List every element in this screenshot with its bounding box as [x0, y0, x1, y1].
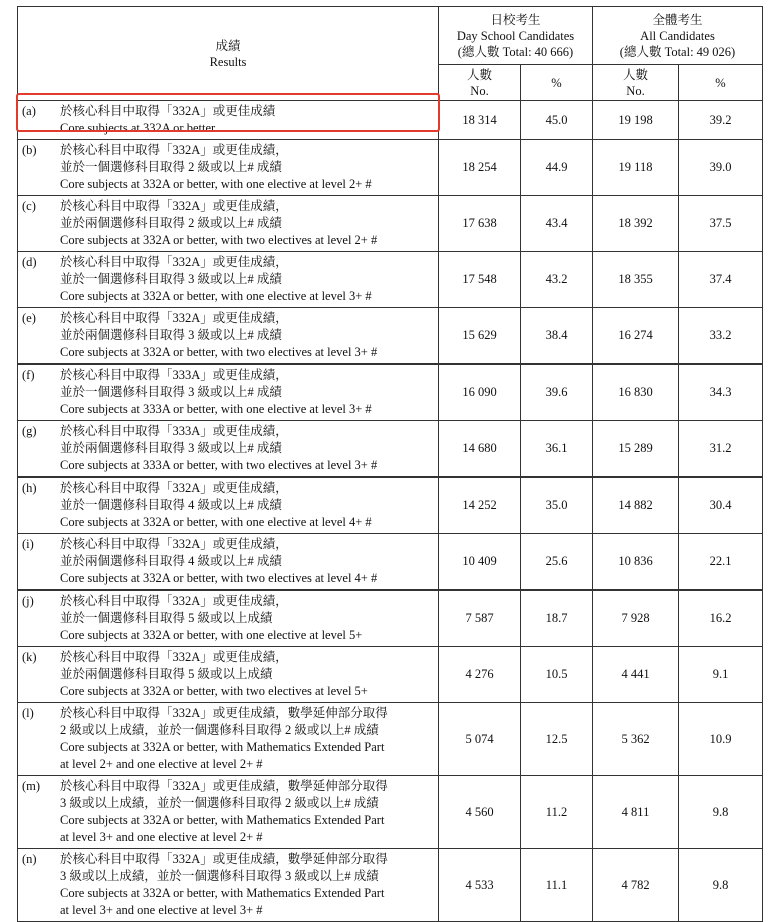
table-row	[18, 534, 763, 591]
description-line: 3 級或以上成績，並於一個選修科目取得 3 級或以上# 成績	[60, 869, 379, 883]
description-line: 2 級或以上成績，並於一個選修科目取得 2 級或以上# 成績	[60, 723, 379, 737]
description-line: 並於一個選修科目取得 2 級或以上# 成績	[60, 160, 282, 174]
description-line: Core subjects at 332A or better, with two electives at level 3+ #	[60, 345, 378, 359]
day-school-header-en: Day School Candidates	[456, 28, 575, 43]
day-count: 4 560	[439, 776, 521, 849]
day-count: 16 090	[439, 364, 521, 421]
description-line: 並於兩個選修科目取得 5 級或以上成績	[60, 667, 273, 681]
all-percent: 37.4	[679, 252, 763, 308]
all-percent: 30.4	[679, 477, 763, 534]
description-line: 並於兩個選修科目取得 4 級或以上# 成績	[60, 554, 282, 568]
day-percent: 38.4	[521, 308, 593, 365]
day-pct-label: %	[551, 75, 562, 90]
description-line: 並於一個選修科目取得 5 級或以上成績	[60, 611, 273, 625]
all-count: 19 198	[593, 101, 679, 140]
day-no-header-zh: 人數	[466, 67, 492, 82]
day-percent: 11.2	[521, 776, 593, 849]
description-line: Core subjects at 333A or better, with two electives at level 3+ #	[60, 458, 378, 472]
table-row	[18, 590, 763, 647]
all-percent: 34.3	[679, 364, 763, 421]
row-label: (e)	[22, 311, 36, 325]
all-no-header-en: No.	[626, 83, 645, 98]
all-percent: 39.0	[679, 140, 763, 196]
description-line: Core subjects at 332A or better, with Mathematics Extended Part	[60, 813, 385, 827]
day-count: 10 409	[439, 534, 521, 591]
result-description	[18, 776, 439, 849]
result-description	[18, 647, 439, 703]
all-percent: 9.8	[679, 849, 763, 922]
day-percent: 43.4	[521, 196, 593, 252]
description-line: Core subjects at 332A or better, with two electives at level 2+ #	[60, 233, 378, 247]
results-table	[17, 6, 763, 922]
description-line: 於核心科目中取得「332A」或更佳成績，	[60, 481, 288, 495]
all-candidates-total: (總人數 Total: 49 026)	[619, 44, 736, 59]
description-line: at level 3+ and one elective at level 3+ #	[60, 903, 263, 917]
highlight-box	[16, 93, 440, 132]
table-row	[18, 140, 763, 196]
description-line: Core subjects at 332A or better, with one elective at level 3+ #	[60, 289, 372, 303]
description-line: at level 2+ and one elective at level 2+ #	[60, 757, 263, 771]
all-percent: 39.2	[679, 101, 763, 140]
description-line: Core subjects at 332A or better	[60, 121, 216, 135]
all-percent: 22.1	[679, 534, 763, 591]
table-row	[18, 421, 763, 478]
description-line: 並於一個選修科目取得 3 級或以上# 成績	[60, 385, 282, 399]
all-percent: 37.5	[679, 196, 763, 252]
result-description	[18, 477, 439, 534]
description-line: 3 級或以上成績，並於一個選修科目取得 2 級或以上# 成績	[60, 796, 379, 810]
day-count: 14 680	[439, 421, 521, 478]
all-count: 19 118	[593, 140, 679, 196]
all-percent: 10.9	[679, 703, 763, 776]
row-label: (a)	[22, 104, 36, 118]
all-percent: 9.1	[679, 647, 763, 703]
description-line: 於核心科目中取得「333A」或更佳成績，	[60, 424, 288, 438]
row-label: (g)	[22, 424, 37, 438]
day-percent: 18.7	[521, 590, 593, 647]
day-percent: 35.0	[521, 477, 593, 534]
day-count: 18 314	[439, 101, 521, 140]
all-count: 4 811	[593, 776, 679, 849]
description-line: 於核心科目中取得「332A」或更佳成績，數學延伸部分取得	[60, 779, 388, 793]
day-school-total: (總人數 Total: 40 666)	[457, 44, 574, 59]
table-row	[18, 196, 763, 252]
row-label: (m)	[22, 779, 41, 793]
description-line: 於核心科目中取得「332A」或更佳成績，	[60, 199, 288, 213]
row-label: (k)	[22, 650, 37, 664]
result-description	[18, 140, 439, 196]
day-count: 7 587	[439, 590, 521, 647]
row-label: (c)	[22, 199, 36, 213]
day-school-header	[439, 7, 593, 65]
description-line: at level 3+ and one elective at level 2+ #	[60, 830, 263, 844]
table-row	[18, 776, 763, 849]
result-description	[18, 421, 439, 478]
all-candidates-header-en: All Candidates	[640, 28, 715, 43]
result-description	[18, 252, 439, 308]
all-pct-label: %	[715, 75, 726, 90]
description-line: Core subjects at 332A or better, with one elective at level 5+	[60, 628, 363, 642]
day-count: 15 629	[439, 308, 521, 365]
day-no-header	[439, 65, 521, 101]
description-line: 並於兩個選修科目取得 2 級或以上# 成績	[60, 216, 282, 230]
day-count: 4 276	[439, 647, 521, 703]
day-count: 18 254	[439, 140, 521, 196]
day-no-header-en: No.	[470, 83, 489, 98]
all-candidates-header	[593, 7, 763, 65]
day-count: 14 252	[439, 477, 521, 534]
all-count: 4 441	[593, 647, 679, 703]
row-label: (d)	[22, 255, 37, 269]
description-line: Core subjects at 332A or better, with two electives at level 4+ #	[60, 571, 378, 585]
row-label: (j)	[22, 594, 34, 608]
table-row	[18, 252, 763, 308]
all-count: 16 274	[593, 308, 679, 365]
results-header-en: Results	[209, 54, 247, 69]
result-description	[18, 534, 439, 591]
day-school-header-zh: 日校考生	[490, 12, 541, 27]
day-count: 4 533	[439, 849, 521, 922]
all-count: 7 928	[593, 590, 679, 647]
description-line: 於核心科目中取得「332A」或更佳成績，	[60, 143, 288, 157]
description-line: Core subjects at 332A or better, with one elective at level 2+ #	[60, 177, 372, 191]
all-no-header-zh: 人數	[622, 67, 648, 82]
results-header	[18, 7, 439, 101]
table-row	[18, 849, 763, 922]
description-line: 於核心科目中取得「332A」或更佳成績，	[60, 537, 288, 551]
day-percent: 36.1	[521, 421, 593, 478]
day-count: 17 548	[439, 252, 521, 308]
table-row	[18, 703, 763, 776]
results-header-zh: 成績	[215, 38, 241, 53]
description-line: 並於一個選修科目取得 4 級或以上# 成績	[60, 498, 282, 512]
result-description	[18, 308, 439, 365]
result-description	[18, 849, 439, 922]
day-percent: 25.6	[521, 534, 593, 591]
table-row	[18, 308, 763, 365]
all-count: 10 836	[593, 534, 679, 591]
all-percent: 16.2	[679, 590, 763, 647]
description-line: 於核心科目中取得「332A」或更佳成績	[60, 104, 276, 118]
result-description	[18, 590, 439, 647]
day-pct-header	[521, 65, 593, 101]
description-line: 並於兩個選修科目取得 3 級或以上# 成績	[60, 441, 282, 455]
row-label: (h)	[22, 481, 37, 495]
description-line: 並於一個選修科目取得 3 級或以上# 成績	[60, 272, 282, 286]
all-count: 14 882	[593, 477, 679, 534]
description-line: 於核心科目中取得「332A」或更佳成績，	[60, 255, 288, 269]
all-percent: 9.8	[679, 776, 763, 849]
description-line: 於核心科目中取得「332A」或更佳成績，	[60, 650, 288, 664]
description-line: 並於兩個選修科目取得 3 級或以上# 成績	[60, 328, 282, 342]
all-count: 16 830	[593, 364, 679, 421]
description-line: 於核心科目中取得「332A」或更佳成績，	[60, 594, 288, 608]
results-body	[18, 101, 763, 922]
day-percent: 10.5	[521, 647, 593, 703]
day-percent: 11.1	[521, 849, 593, 922]
table-row	[18, 477, 763, 534]
all-percent: 31.2	[679, 421, 763, 478]
day-percent: 12.5	[521, 703, 593, 776]
result-description	[18, 703, 439, 776]
description-line: Core subjects at 332A or better, with two electives at level 5+	[60, 684, 368, 698]
day-percent: 45.0	[521, 101, 593, 140]
day-count: 17 638	[439, 196, 521, 252]
day-percent: 43.2	[521, 252, 593, 308]
row-label: (b)	[22, 143, 37, 157]
all-count: 5 362	[593, 703, 679, 776]
table-row	[18, 647, 763, 703]
day-percent: 39.6	[521, 364, 593, 421]
row-label: (f)	[22, 368, 35, 382]
day-percent: 44.9	[521, 140, 593, 196]
description-line: 於核心科目中取得「332A」或更佳成績，數學延伸部分取得	[60, 852, 388, 866]
row-label: (i)	[22, 537, 34, 551]
result-description	[18, 364, 439, 421]
description-line: 於核心科目中取得「332A」或更佳成績，數學延伸部分取得	[60, 706, 388, 720]
all-candidates-header-zh: 全體考生	[652, 12, 703, 27]
description-line: 於核心科目中取得「333A」或更佳成績，	[60, 368, 288, 382]
row-label: (l)	[22, 706, 34, 720]
all-no-header	[593, 65, 679, 101]
all-count: 18 392	[593, 196, 679, 252]
description-line: Core subjects at 332A or better, with one elective at level 4+ #	[60, 515, 372, 529]
description-line: Core subjects at 332A or better, with Mathematics Extended Part	[60, 740, 385, 754]
all-count: 4 782	[593, 849, 679, 922]
all-count: 15 289	[593, 421, 679, 478]
all-pct-header	[679, 65, 763, 101]
day-count: 5 074	[439, 703, 521, 776]
description-line: Core subjects at 332A or better, with Mathematics Extended Part	[60, 886, 385, 900]
all-percent: 33.2	[679, 308, 763, 365]
description-line: Core subjects at 333A or better, with one elective at level 3+ #	[60, 402, 372, 416]
all-count: 18 355	[593, 252, 679, 308]
table-row	[18, 364, 763, 421]
result-description	[18, 196, 439, 252]
row-label: (n)	[22, 852, 37, 866]
description-line: 於核心科目中取得「332A」或更佳成績，	[60, 311, 288, 325]
